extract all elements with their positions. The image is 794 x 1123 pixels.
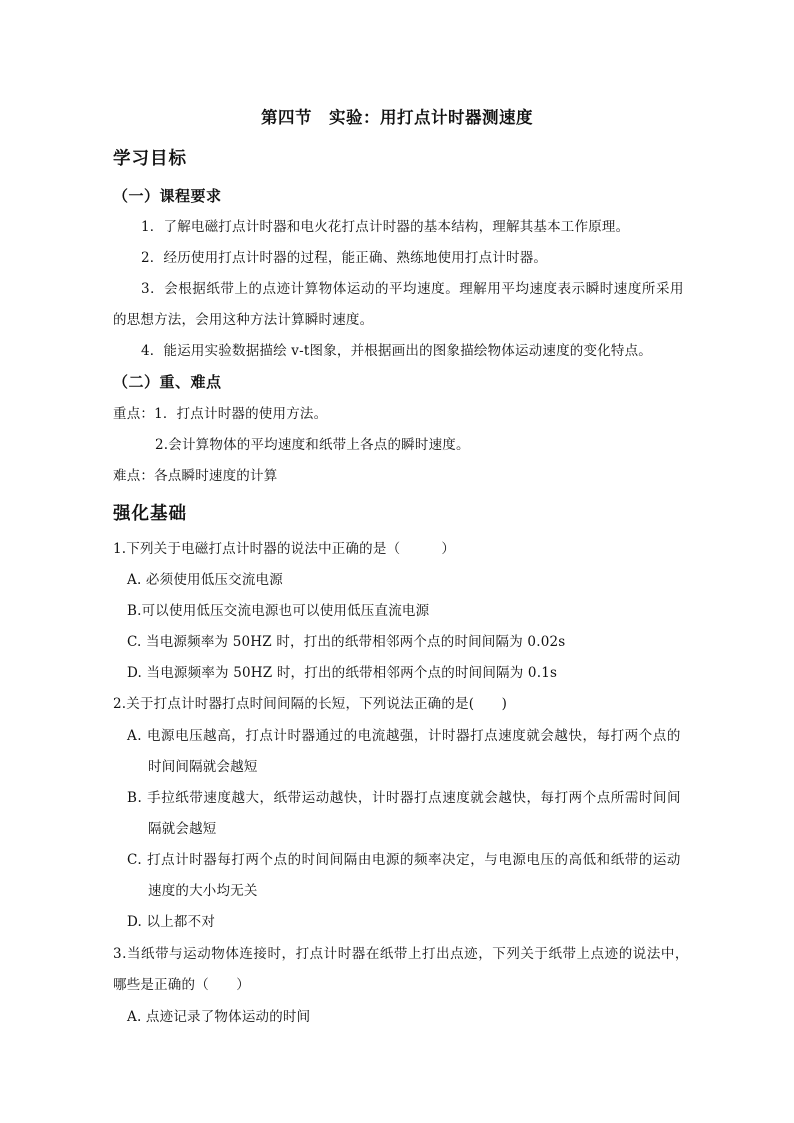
difficulty-point: 难点：各点瞬时速度的计算 <box>113 468 278 484</box>
question-2-option-b: B. 手拉纸带速度越大，纸带运动越快，计时器打点速度就会越快，每打两个点所需时间间 <box>127 790 682 806</box>
question-3-option-a: A. 点迹记录了物体运动的时间 <box>127 1009 311 1025</box>
question-1-option-b: B.可以使用低压交流电源也可以使用低压直流电源 <box>127 603 430 619</box>
heading-key-points: （二）重、难点 <box>113 373 222 391</box>
requirement-2: 2．经历使用打点计时器的过程，能正确、熟练地使用打点计时器。 <box>141 250 548 266</box>
page-title: 第四节 实验：用打点计时器测速度 <box>261 108 533 127</box>
heading-strengthen-basics: 强化基础 <box>113 504 187 524</box>
question-1-option-a: A. 必须使用低压交流电源 <box>127 572 283 588</box>
heading-learning-goals: 学习目标 <box>113 149 187 169</box>
requirement-3: 3．会根据纸带上的点迹计算物体运动的平均速度。理解用平均速度表示瞬时速度所采用 <box>141 281 685 297</box>
question-2-option-d: D. 以上都不对 <box>127 914 216 930</box>
question-3-stem-cont: 哪些是正确的（ ） <box>113 977 250 993</box>
requirement-3-cont: 的思想方法，会用这种方法计算瞬时速度。 <box>113 312 374 328</box>
question-2-stem: 2.关于打点计时器打点时间间隔的长短，下列说法正确的是( ) <box>113 696 508 712</box>
requirement-1: 1．了解电磁打点计时器和电火花打点计时器的基本结构，理解其基本工作原理。 <box>141 219 630 235</box>
question-2-option-c-cont: 速度的大小均无关 <box>148 883 258 899</box>
requirement-4: 4．能运用实验数据描绘 v-t图象，并根据画出的图象描绘物体运动速度的变化特点。 <box>141 343 652 359</box>
question-2-option-c: C. 打点计时器每打两个点的时间间隔由电源的频率决定，与电源电压的高低和纸带的运动 <box>127 852 681 868</box>
question-2-option-a: A. 电源电压越高，打点计时器通过的电流越强，计时器打点速度就会越快，每打两个点的 <box>127 728 681 744</box>
heading-course-requirements: （一）课程要求 <box>113 187 222 205</box>
question-1-stem: 1.下列关于电磁打点计时器的说法中正确的是（ ） <box>113 541 456 557</box>
key-point-2: 2.会计算物体的平均速度和纸带上各点的瞬时速度。 <box>155 437 470 453</box>
key-point-1: 重点：1．打点计时器的使用方法。 <box>113 406 328 422</box>
question-1-option-c: C. 当电源频率为 50HZ 时，打出的纸带相邻两个点的时间间隔为 0.02s <box>127 634 566 650</box>
question-2-option-b-cont: 隔就会越短 <box>148 821 217 837</box>
question-1-option-d: D. 当电源频率为 50HZ 时，打出的纸带相邻两个点的时间间隔为 0.1s <box>127 665 558 681</box>
question-2-option-a-cont: 时间间隔就会越短 <box>148 759 258 775</box>
question-3-stem: 3.当纸带与运动物体连接时，打点计时器在纸带上打出点迹，下列关于纸带上点迹的说法中， <box>113 946 689 962</box>
